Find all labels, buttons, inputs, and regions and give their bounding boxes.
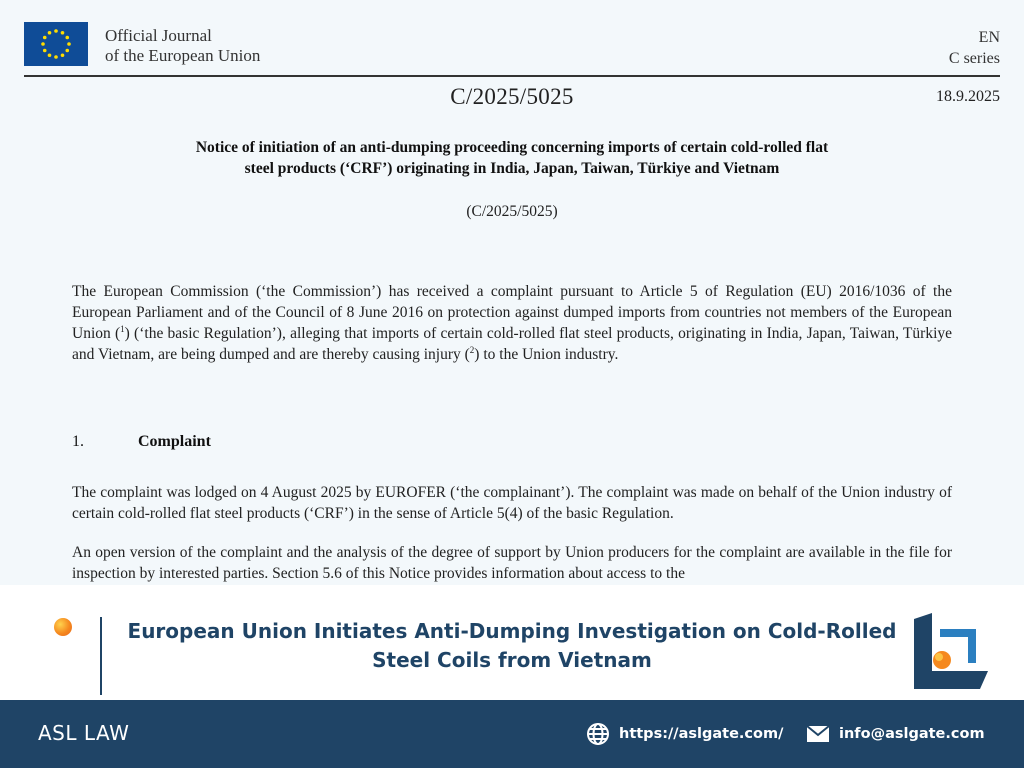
publisher-line-1: Official Journal — [105, 26, 212, 45]
email-address[interactable]: info@aslgate.com — [839, 726, 985, 742]
website-link[interactable] — [586, 721, 783, 747]
envelope-icon — [806, 725, 830, 743]
notice-title-line-1: Notice of initiation of an anti-dumping proceeding concerning imports of certain cold-rolled flat — [195, 139, 829, 156]
email-link[interactable] — [806, 721, 985, 747]
language-series — [949, 27, 1000, 69]
eu-star — [61, 53, 65, 57]
eu-star — [65, 49, 69, 53]
notice-title — [120, 137, 904, 179]
asl-logo-icon — [910, 613, 990, 689]
header-divider — [24, 75, 1000, 77]
eu-star — [48, 53, 52, 57]
footnote-ref-1[interactable]: 1 — [120, 323, 125, 334]
website-url[interactable]: https://aslgate.com/ — [619, 726, 784, 742]
notice-reference: (C/2025/5025) — [466, 203, 558, 220]
orange-dot-icon — [54, 618, 72, 636]
eu-star — [43, 49, 47, 53]
section-title: Complaint — [138, 433, 211, 450]
intro-text-2: (‘the basic Regulation’), alleging that imports of certain cold-rolled flat steel products, originating in India, Japan, Taiwan, Türkiye and Vietnam, are being dumped and are thereby causing injury — [72, 325, 953, 363]
section-number: 1. — [72, 433, 84, 450]
article-headline: European Union Initiates Anti-Dumping Investigation on Cold-Rolled Steel Coils from Vietnam — [127, 619, 897, 672]
eu-star — [54, 55, 58, 59]
document-number: C/2025/5025 — [450, 84, 574, 109]
eu-star — [43, 36, 47, 40]
eu-flag-icon — [24, 22, 88, 66]
eu-star — [65, 36, 69, 40]
publication-date: 18.9.2025 — [936, 88, 1000, 105]
notice-title-line-2: steel products (‘CRF’) originating in India, Japan, Taiwan, Türkiye and Vietnam — [244, 160, 780, 177]
open-version-paragraph: An open version of the complaint and the analysis of the degree of support by Union producers for the complaint are available in the file for inspection by interested parties. Section 5.6 of this Notice provides information about access to the — [72, 544, 952, 582]
intro-text-3: to the Union industry. — [479, 346, 619, 363]
eu-star — [67, 42, 71, 46]
eu-star — [41, 42, 45, 46]
footnote-ref-2[interactable]: 2 — [469, 344, 475, 355]
section-heading — [72, 433, 211, 451]
publisher-line-2: of the European Union — [105, 46, 261, 65]
complaint-paragraph: The complaint was lodged on 4 August 2025 by EUROFER (‘the complainant’). The complaint was made on behalf of the Union industry of certain cold-rolled flat steel products (‘CRF’) in the sense of Article 5(4) of the basic Regulation. — [72, 484, 952, 522]
eu-star — [61, 31, 65, 35]
footer-brand: ASL LAW — [38, 721, 130, 745]
intro-paragraph: The European Commission (‘the Commission’) has received a complaint pursuant to Article 5 of Regulation (EU) 2016/1036 of the European Parliament and of the Council of 8 June 2016 on protection against dumped imports from countries not members of the European Union ($^1$) (‘the basic Regulation’), alleging that imports of certain cold-rolled flat steel products, originating in India, Japan, Taiwan, Türkiye and Vietnam, are being dumped and are thereby causing injury ($^2$) to the Union industry. — [72, 283, 953, 363]
eu-star — [48, 31, 52, 35]
intro-text-1: The European Commission (‘the Commission’) has received a complaint pursuant to Article 5 of Regulation (EU) 2016/1036 of the European Parliament and of the Council of 8 June 2016 on protection against dumped imports from countries not members of the European Union — [72, 283, 952, 342]
banner-divider — [100, 617, 102, 695]
series-label: C series — [948, 50, 1000, 67]
globe-icon — [586, 722, 610, 746]
eu-star — [54, 29, 58, 33]
language-code: EN — [978, 29, 1000, 46]
publisher-name — [105, 26, 260, 66]
